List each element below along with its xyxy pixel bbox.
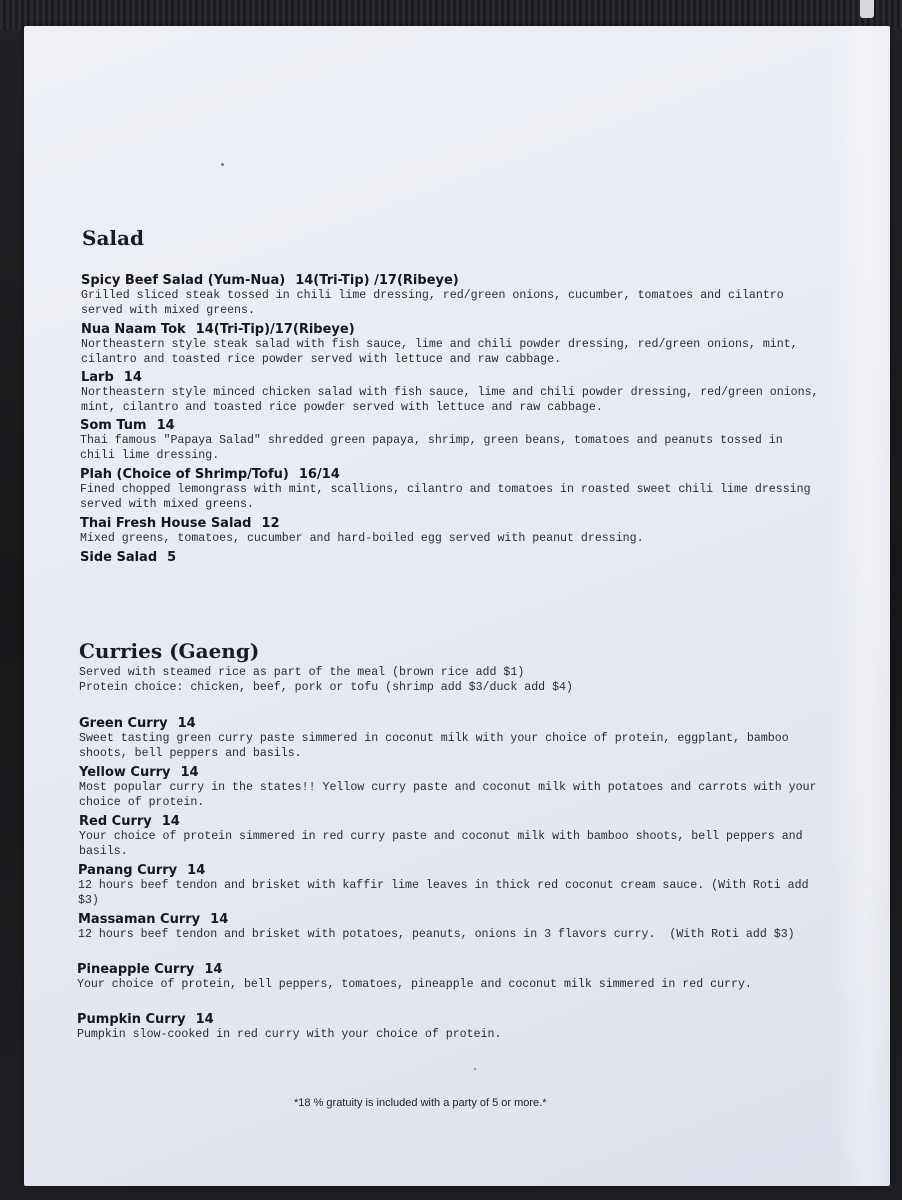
item-price: 14 [187, 863, 206, 878]
menu-item-plah [80, 466, 820, 512]
item-price: 14 [204, 962, 223, 977]
item-name: Spicy Beef Salad (Yum-Nua) [81, 273, 286, 288]
item-name: Green Curry [79, 716, 168, 731]
menu-item-green-curry [79, 715, 819, 761]
item-name: Panang Curry [78, 863, 178, 878]
item-name: Side Salad [80, 550, 158, 565]
menu-page [24, 26, 890, 1186]
item-name: Yellow Curry [79, 765, 171, 780]
item-price: 14 [161, 814, 180, 829]
item-description: Most popular curry in the states!! Yellow curry paste and coconut milk with potatoes and carrots with your choice of protein. [79, 781, 824, 809]
item-name: Plah (Choice of Shrimp/Tofu) [80, 467, 289, 482]
item-description: Northeastern style steak salad with fish sauce, lime and chili powder dressing, red/green onions, mint, cilantro and toasted rice powder served with lettuce and raw cabbage. [81, 338, 805, 366]
salad-section-title: Salad [82, 226, 144, 250]
item-description: Mixed greens, tomatoes, cucumber and hard-boiled egg served with peanut dressing. [80, 532, 644, 545]
menu-content [24, 26, 890, 1186]
curries-intro [79, 665, 573, 695]
menu-item-panang-curry [78, 862, 818, 908]
item-description: Northeastern style minced chicken salad with fish sauce, lime and chili powder dressing, red/green onions, mint, cilantro and toasted rice powder served with lettuce and raw cabbage. [81, 386, 826, 414]
binder-corner-tab [860, 0, 874, 18]
item-price: 14 [156, 418, 175, 433]
curries-section-title: Curries (Gaeng) [79, 639, 260, 663]
item-price: 14 [123, 370, 142, 385]
menu-item-yellow-curry [79, 764, 824, 810]
item-price: 14(Tri-Tip)/17(Ribeye) [195, 322, 355, 337]
gratuity-note: *18 % gratuity is included with a party of 5 or more.* [294, 1097, 547, 1109]
menu-item-larb [81, 369, 826, 415]
item-description: Fined chopped lemongrass with mint, scallions, cilantro and tomatoes in roasted sweet chili lime dressing served with mixed greens. [80, 483, 818, 511]
curries-intro-rice: Served with steamed rice as part of the meal (brown rice add $1) [79, 666, 525, 679]
curries-intro-protein: Protein choice: chicken, beef, pork or tofu (shrimp add $3/duck add $4) [79, 681, 573, 694]
item-description: 12 hours beef tendon and brisket with potatoes, peanuts, onions in 3 flavors curry. (With Roti add $3) [78, 928, 795, 941]
item-name: Massaman Curry [78, 912, 201, 927]
item-name: Pineapple Curry [77, 962, 195, 977]
item-name: Thai Fresh House Salad [80, 516, 252, 531]
menu-item-pineapple-curry [77, 961, 817, 993]
item-price: 14 [180, 765, 199, 780]
menu-item-side-salad [80, 549, 820, 566]
item-price: 14 [195, 1012, 214, 1027]
menu-item-thai-fresh-house-salad [80, 515, 820, 547]
item-name: Red Curry [79, 814, 152, 829]
item-description: Pumpkin slow-cooked in red curry with your choice of protein. [77, 1028, 502, 1041]
item-price: 5 [167, 550, 177, 565]
item-price: 12 [261, 516, 280, 531]
item-description: 12 hours beef tendon and brisket with kaffir lime leaves in thick red coconut cream sauce. (With Roti add $3) [78, 879, 816, 907]
item-price: 14(Tri-Tip) /17(Ribeye) [295, 273, 459, 288]
item-description: Grilled sliced steak tossed in chili lime dressing, red/green onions, cucumber, tomatoes and cilantro served with mixed greens. [81, 289, 791, 317]
menu-item-nua-naam-tok [81, 321, 821, 367]
item-description: Your choice of protein, bell peppers, tomatoes, pineapple and coconut milk simmered in red curry. [77, 978, 752, 991]
item-description: Your choice of protein simmered in red curry paste and coconut milk with bamboo shoots, bell peppers and basils. [79, 830, 810, 858]
item-name: Larb [81, 370, 114, 385]
menu-item-som-tum [80, 417, 820, 463]
item-price: 14 [177, 716, 196, 731]
menu-item-pumpkin-curry [77, 1011, 817, 1043]
item-price: 16/14 [298, 467, 340, 482]
item-description: Sweet tasting green curry paste simmered in coconut milk with your choice of protein, eggplant, bamboo shoots, bell peppers and basils. [79, 732, 796, 760]
item-name: Som Tum [80, 418, 147, 433]
menu-item-massaman-curry [78, 911, 818, 943]
menu-item-red-curry [79, 813, 819, 859]
item-name: Nua Naam Tok [81, 322, 186, 337]
menu-item-spicy-beef-salad [81, 272, 821, 318]
item-name: Pumpkin Curry [77, 1012, 186, 1027]
item-description: Thai famous "Papaya Salad" shredded green papaya, shrimp, green beans, tomatoes and peanuts tossed in chili lime dressing. [80, 434, 790, 462]
item-price: 14 [210, 912, 229, 927]
